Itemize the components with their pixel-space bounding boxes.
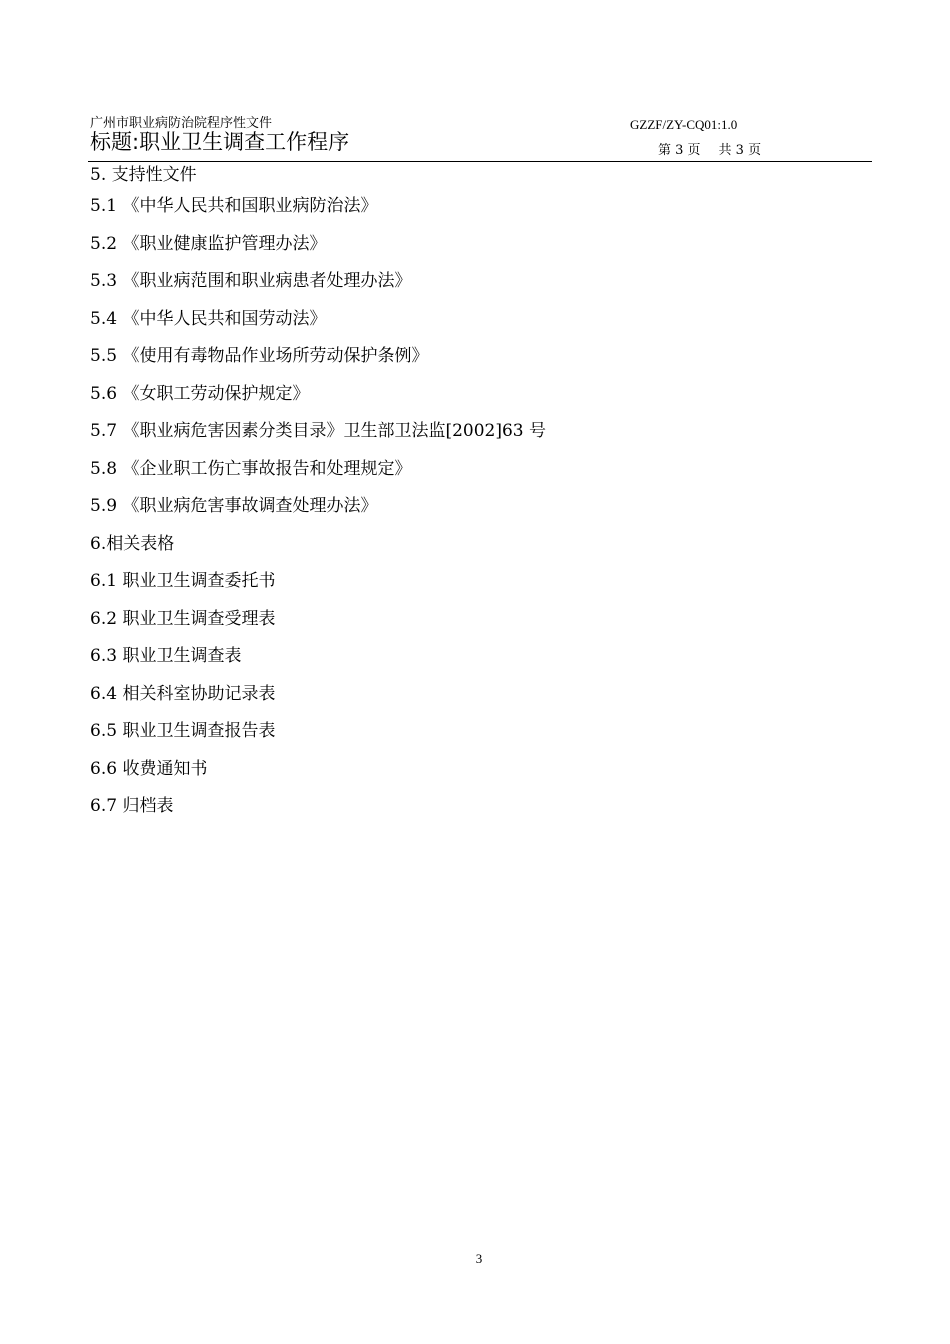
section-heading-supporting-documents: 5. 支持性文件 <box>90 165 197 185</box>
list-item: 5.1 《中华人民共和国职业病防治法》 <box>90 196 378 216</box>
list-item: 5.8 《企业职工伤亡事故报告和处理规定》 <box>90 458 412 479</box>
list-item: 5.3 《职业病范围和职业病患者处理办法》 <box>90 271 412 291</box>
list-item: 6.2 职业卫生调查受理表 <box>90 608 276 629</box>
header-page-total: 共 3 页 <box>718 143 762 158</box>
header-organization: 广州市职业病防治院程序性文件 <box>90 116 273 131</box>
header-doc-code: GZZF/ZY-CQ01:1.0 <box>630 117 738 132</box>
list-item: 5.9 《职业病危害事故调查处理办法》 <box>90 496 378 516</box>
list-item: 5.5 《使用有毒物品作业场所劳动保护条例》 <box>90 346 429 366</box>
header-divider <box>88 161 872 162</box>
list-item: 5.7 《职业病危害因素分类目录》卫生部卫法监[2002]63 号 <box>90 421 547 441</box>
section-heading-related-forms: 6.相关表格 <box>90 533 175 554</box>
header-page-info <box>658 143 761 159</box>
list-item: 6.7 归档表 <box>90 796 174 816</box>
list-item: 5.2 《职业健康监护管理办法》 <box>90 233 327 254</box>
list-item: 6.5 职业卫生调查报告表 <box>90 721 276 741</box>
list-item: 5.6 《女职工劳动保护规定》 <box>90 383 310 404</box>
list-item: 6.1 职业卫生调查委托书 <box>90 571 276 591</box>
footer-page-number: 3 <box>475 1251 483 1266</box>
header-page-current: 第 3 页 <box>658 143 701 158</box>
document-body <box>90 164 870 833</box>
list-item: 5.4 《中华人民共和国劳动法》 <box>90 308 327 329</box>
list-item: 6.3 职业卫生调查表 <box>90 646 242 666</box>
list-item: 6.6 收费通知书 <box>90 758 208 779</box>
list-item: 6.4 相关科室协助记录表 <box>90 683 276 704</box>
header-title: 标题:职业卫生调查工作程序 <box>90 130 350 154</box>
